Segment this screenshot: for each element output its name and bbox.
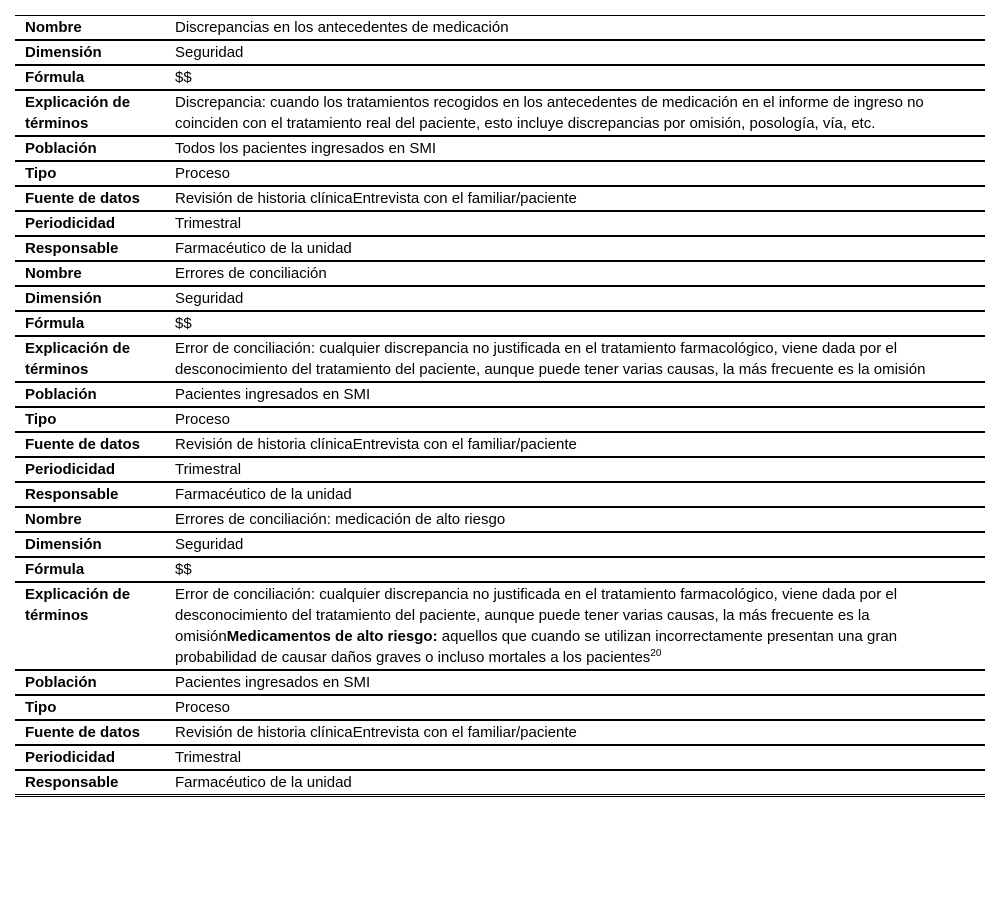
row-label: Fuente de datos [15, 186, 165, 211]
row-label: Responsable [15, 236, 165, 261]
indicator-name: Errores de conciliación: medicación de alto riesgo [165, 507, 985, 532]
row-label: Fórmula [15, 557, 165, 582]
indicator-population: Pacientes ingresados en SMI [165, 382, 985, 407]
table-row [15, 211, 985, 236]
indicator-population: Pacientes ingresados en SMI [165, 670, 985, 695]
indicator-formula: $$ [165, 65, 985, 90]
indicator-dimension: Seguridad [165, 40, 985, 65]
explanation-text: Error de conciliación: cualquier discrepancia no justificada en el tratamiento farmacológico, viene dada por el desconocimiento del tratamiento del paciente, aunque puede tener varias causas, la más frecuente es la omisión [175, 586, 898, 645]
indicator-periodicity: Trimestral [165, 745, 985, 770]
table-row [15, 557, 985, 582]
table-row [15, 432, 985, 457]
row-label: Tipo [15, 407, 165, 432]
row-label: Población [15, 136, 165, 161]
indicator-type: Proceso [165, 161, 985, 186]
table-row [15, 745, 985, 770]
row-label: Periodicidad [15, 745, 165, 770]
table-row [15, 482, 985, 507]
indicators-document [15, 15, 985, 797]
table-row [15, 770, 985, 796]
indicator-formula: $$ [165, 311, 985, 336]
indicator-type: Proceso [165, 407, 985, 432]
row-label: Dimensión [15, 532, 165, 557]
explanation-rest: aquellos que cuando se utilizan incorrectamente presentan una gran probabilidad de causar daños graves o incluso mortales a los pacientes [175, 628, 898, 666]
indicator-type: Proceso [165, 695, 985, 720]
row-label: Dimensión [15, 40, 165, 65]
table-row [15, 90, 985, 136]
explanation-bold-term: Medicamentos de alto riesgo: [226, 628, 438, 645]
row-label: Periodicidad [15, 211, 165, 236]
table-row [15, 136, 985, 161]
indicator-responsible: Farmacéutico de la unidad [165, 482, 985, 507]
table-row [15, 40, 985, 65]
indicator-explanation: Discrepancia: cuando los tratamientos recogidos en los antecedentes de medicación en el informe de ingreso no coinciden con el tratamiento real del paciente, esto incluye discrepancias por omisión, posología, vía, etc. [165, 90, 985, 136]
row-label: Nombre [15, 16, 165, 41]
indicator-dimension: Seguridad [165, 286, 985, 311]
table-row [15, 186, 985, 211]
row-label: Explicación de términos [15, 90, 165, 136]
row-label: Explicación de términos [15, 336, 165, 382]
table-row [15, 507, 985, 532]
indicator-explanation [165, 582, 985, 670]
indicator-periodicity: Trimestral [165, 211, 985, 236]
indicators-table [15, 15, 985, 797]
indicator-population: Todos los pacientes ingresados en SMI [165, 136, 985, 161]
table-row [15, 286, 985, 311]
table-row [15, 582, 985, 670]
indicator-dimension: Seguridad [165, 532, 985, 557]
row-label: Nombre [15, 507, 165, 532]
indicator-source: Revisión de historia clínicaEntrevista con el familiar/paciente [165, 720, 985, 745]
indicator-explanation: Error de conciliación: cualquier discrepancia no justificada en el tratamiento farmacológico, viene dada por el desconocimiento del tratamiento del paciente, aunque puede tener varias causas, la más frecuente es la omisión [165, 336, 985, 382]
table-row [15, 161, 985, 186]
reference-superscript: 20 [650, 648, 662, 659]
row-label: Población [15, 382, 165, 407]
indicator-source: Revisión de historia clínicaEntrevista con el familiar/paciente [165, 186, 985, 211]
indicator-periodicity: Trimestral [165, 457, 985, 482]
row-label: Dimensión [15, 286, 165, 311]
row-label: Responsable [15, 482, 165, 507]
indicator-responsible: Farmacéutico de la unidad [165, 236, 985, 261]
table-row [15, 236, 985, 261]
row-label: Explicación de términos [15, 582, 165, 670]
table-row [15, 65, 985, 90]
table-row [15, 532, 985, 557]
row-label: Fórmula [15, 65, 165, 90]
table-row [15, 720, 985, 745]
row-label: Fórmula [15, 311, 165, 336]
row-label: Fuente de datos [15, 720, 165, 745]
row-label: Responsable [25, 774, 119, 791]
indicator-name: Discrepancias en los antecedentes de medicación [165, 16, 985, 41]
indicator-responsible: Farmacéutico de la unidad [175, 774, 352, 791]
indicator-source: Revisión de historia clínicaEntrevista con el familiar/paciente [165, 432, 985, 457]
table-row [15, 457, 985, 482]
row-label: Nombre [15, 261, 165, 286]
indicator-name: Errores de conciliación [165, 261, 985, 286]
row-label: Población [15, 670, 165, 695]
table-row [15, 670, 985, 695]
indicator-formula: $$ [165, 557, 985, 582]
table-row [15, 695, 985, 720]
row-label: Fuente de datos [15, 432, 165, 457]
row-label: Tipo [15, 695, 165, 720]
row-label: Tipo [15, 161, 165, 186]
table-row [15, 311, 985, 336]
table-row [15, 407, 985, 432]
table-row [15, 382, 985, 407]
table-row [15, 16, 985, 41]
table-row [15, 336, 985, 382]
table-row [15, 261, 985, 286]
row-label: Periodicidad [15, 457, 165, 482]
